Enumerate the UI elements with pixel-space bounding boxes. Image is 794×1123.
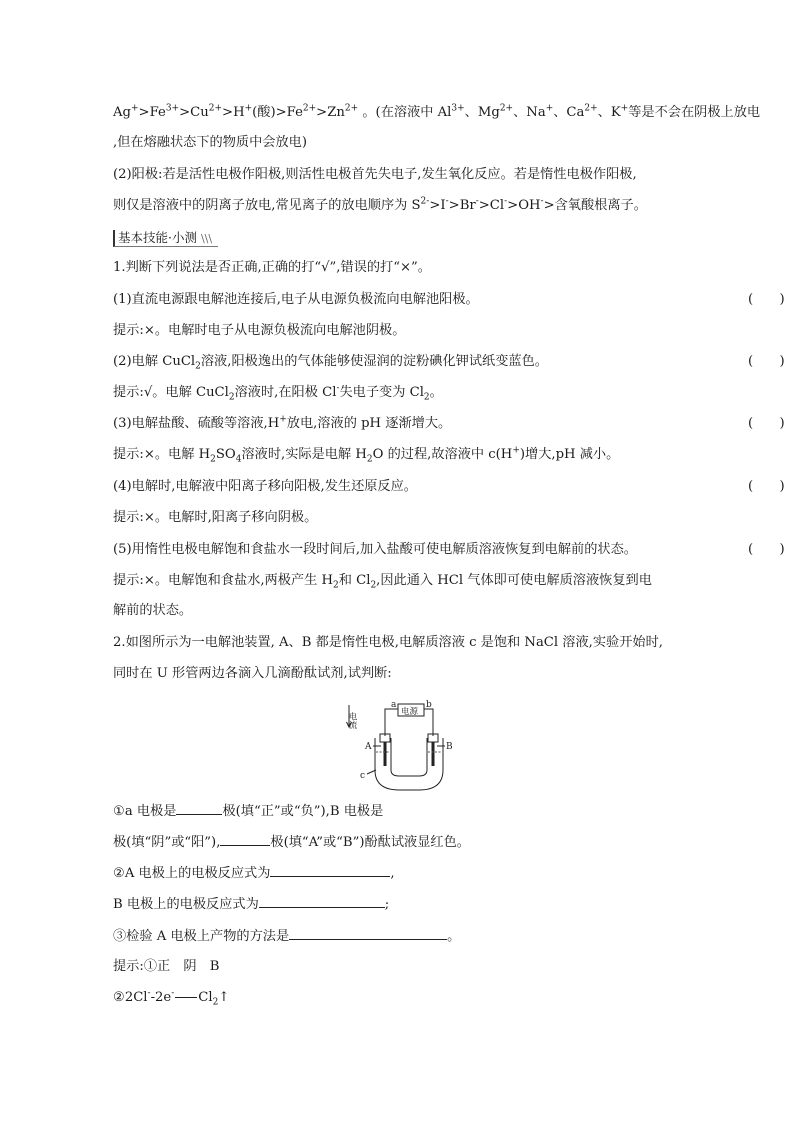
q1-item4-statement: (4)电解时,电解液中阳离子移向阳极,发生还原反应。: [113, 479, 417, 494]
label-B: B: [446, 742, 453, 752]
q1-item2-answer-blank[interactable]: ( ): [748, 354, 785, 369]
q2-stem-line2: 同时在 U 形管两边各滴入几滴酚酞试剂,试判断:: [113, 666, 392, 681]
cation-discharge-note: ,但在熔融状态下的物质中会放电): [113, 135, 307, 150]
label-A: A: [365, 742, 372, 752]
q2-sub2-line1: ②A 电极上的电极反应式为 ,: [113, 862, 395, 884]
u-tube-inner: [391, 738, 427, 776]
q1-item1-hint: 提示:×。电解时电子从电源负极流向电解池阴极。: [113, 323, 406, 338]
cation-discharge-order: $Ag^+>Fe^{3+}>Cu^{2+}>H^+$(酸)$>Fe^{2+}>Zn^{2+}$ 。(在溶液中 $Al^{3+}$、$Mg^{2+}$、Na+、$Ca^{2+}$、K+等是不会在阴极上放电: [113, 103, 761, 120]
q2-sub1-line2: 极(填“阴”或“阳”), 极(填“A”或“B”)酚酞试液显红色。: [113, 831, 470, 853]
q1-stem: 1.判断下列说法是否正确,正确的打“√”,错误的打“×”。: [113, 260, 431, 275]
anode-paragraph-line2: 则仅是溶液中的阴离子放电,常见离子的放电顺序为 $S^{2-}>I^->Br^->Cl^->OH^->$含氧酸根离子。: [113, 196, 647, 213]
label-power: 电源: [401, 707, 419, 717]
q2-sub1-line1: ①a 电极是 极(填“正”或“负”),B 电极是: [113, 800, 383, 822]
fill-blank-A-reaction[interactable]: [270, 862, 390, 877]
label-c: c: [360, 771, 366, 781]
q2-stem-line1: 2.如图所示为一电解池装置, A、B 都是惰性电极,电解质溶液 c 是饱和 NaCl 溶液,实验开始时,: [113, 635, 663, 650]
q2-sub3: ③检验 A 电极上产物的方法是 。: [113, 925, 460, 947]
fill-blank-test-method[interactable]: [289, 925, 447, 940]
q1-item3-answer-blank[interactable]: ( ): [748, 416, 785, 431]
q1-item5-hint-line2: 解前的状态。: [113, 603, 193, 618]
label-current-1: 电流: [347, 712, 357, 729]
q1-item3-statement: (3)电解盐酸、硫酸等溶液,H+放电,溶液的 pH 逐渐增大。: [113, 414, 452, 431]
q1-item4-hint: 提示:×。电解时,阳离子移向阴极。: [113, 510, 318, 525]
decoration-slashes: \\\: [200, 232, 213, 245]
label-a: a: [391, 700, 397, 710]
section-header: 基本技能·小测 \\\: [113, 230, 218, 247]
q1-item1-answer-blank[interactable]: ( ): [748, 292, 785, 307]
q1-item4-answer-blank[interactable]: ( ): [748, 479, 785, 494]
wire-left: [385, 709, 398, 732]
q1-item3-hint: 提示:×。电解 $H_2SO_4$溶液时,实际是电解 $H_2O$ 的过程,故溶液中 c(H+)增大,pH 减小。: [113, 445, 620, 465]
q1-item1-statement: (1)直流电源跟电解池连接后,电子从电源负极流向电解池阳极。: [113, 292, 479, 307]
fill-blank-a-electrode[interactable]: [176, 800, 222, 815]
electrolysis-diagram: [345, 700, 455, 795]
wire-right: [424, 709, 433, 732]
q1-item2-hint: 提示:√。电解 CuCl$_2$溶液时,在阳极 Cl-失电子变为 $Cl_2$。: [113, 383, 443, 403]
q1-item5-answer-blank[interactable]: ( ): [748, 542, 785, 557]
fill-blank-B-reaction[interactable]: [259, 893, 385, 908]
fill-blank-red-electrode[interactable]: [220, 831, 270, 846]
q2-hint1: 提示:①正 阴 B: [113, 959, 220, 974]
label-b: b: [426, 700, 432, 710]
q1-item2-statement: (2)电解 CuCl$_2$溶液,阳极逸出的气体能够使湿润的淀粉碘化钾试纸变蓝色。: [113, 354, 548, 372]
q2-hint2: ②2Cl--2e- $Cl_2↑$: [113, 988, 230, 1008]
anode-paragraph-line1: (2)阳极:若是活性电极作阳极,则活性电极首先失电子,发生氧化反应。若是惰性电极作阳极,: [113, 167, 637, 182]
q1-item5-statement: (5)用惰性电极电解饱和食盐水一段时间后,加入盐酸可使电解质溶液恢复到电解前的状态。: [113, 542, 637, 557]
q2-sub2-line2: B 电极上的电极反应式为 ;: [113, 893, 389, 915]
q1-item5-hint-line1: 提示:×。电解饱和食盐水,两极产生 $H_2$和 $Cl_2$,因此通入 HCl 气体即可使电解质溶液恢复到电: [113, 573, 652, 591]
